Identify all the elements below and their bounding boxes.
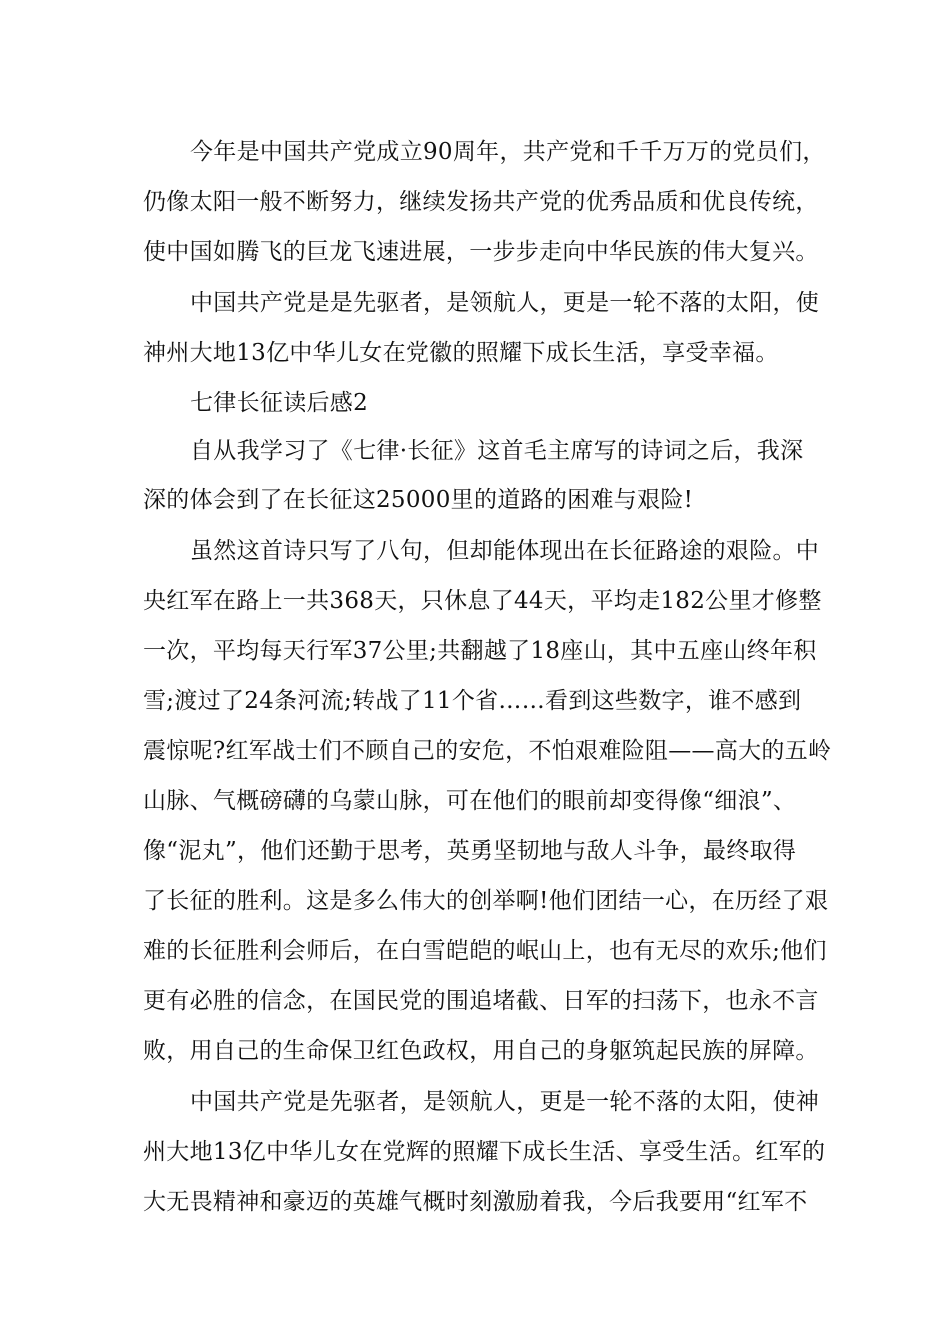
- text-line: 使中国如腾飞的巨龙飞速进展，一步步走向中华民族的伟大复兴。: [143, 239, 819, 265]
- text-line: 深的体会到了在长征这25000里的道路的困难与艰险!: [143, 487, 694, 513]
- text-line: 中国共产党是先驱者，是领航人，更是一轮不落的太阳，使神: [190, 1089, 820, 1115]
- section-heading: 七律长征读后感2: [190, 390, 369, 416]
- text-line: 震惊呢?红军战士们不顾自己的安危，不怕艰难险阻——高大的五岭: [143, 738, 832, 764]
- text-line: 自从我学习了《七律·长征》这首毛主席写的诗词之后，我深: [190, 438, 804, 464]
- text-line: 雪;渡过了24条河流;转战了11个省……看到这些数字，谁不感到: [143, 688, 802, 714]
- text-line: 了长征的胜利。这是多么伟大的创举啊!他们团结一心，在历经了艰: [143, 888, 829, 914]
- text-line: 虽然这首诗只写了八句，但却能体现出在长征路途的艰险。中: [190, 538, 820, 564]
- text-line: 败，用自己的生命保卫红色政权，用自己的身躯筑起民族的屏障。: [143, 1038, 819, 1064]
- text-line: 一次，平均每天行军37公里;共翻越了18座山，其中五座山终年积: [143, 638, 817, 664]
- text-line: 央红军在路上一共368天，只休息了44天，平均走182公里才修整: [143, 588, 822, 614]
- text-line: 中国共产党是是先驱者，是领航人，更是一轮不落的太阳，使: [190, 290, 820, 316]
- text-line: 难的长征胜利会师后，在白雪皑皑的岷山上，也有无尽的欢乐;他们: [143, 938, 827, 964]
- text-line: 山脉、气概磅礴的乌蒙山脉，可在他们的眼前却变得像“细浪”、: [143, 788, 797, 814]
- text-line: 州大地13亿中华儿女在党辉的照耀下成长生活、享受生活。红军的: [143, 1139, 826, 1165]
- text-line: 神州大地13亿中华儿女在党徽的照耀下成长生活，享受幸福。: [143, 340, 779, 366]
- text-line: 仍像太阳一般不断努力，继续发扬共产党的优秀品质和优良传统，: [143, 189, 819, 215]
- text-line: 更有必胜的信念，在国民党的围追堵截、日军的扫荡下，也永不言: [143, 988, 819, 1014]
- text-line: 像“泥丸”，他们还勤于思考，英勇坚韧地与敌人斗争，最终取得: [143, 838, 797, 864]
- text-line: 今年是中国共产党成立90周年，共产党和千千万万的党员们，: [190, 139, 826, 165]
- text-line: 大无畏精神和豪迈的英雄气概时刻激励着我，今后我要用“红军不: [143, 1189, 808, 1215]
